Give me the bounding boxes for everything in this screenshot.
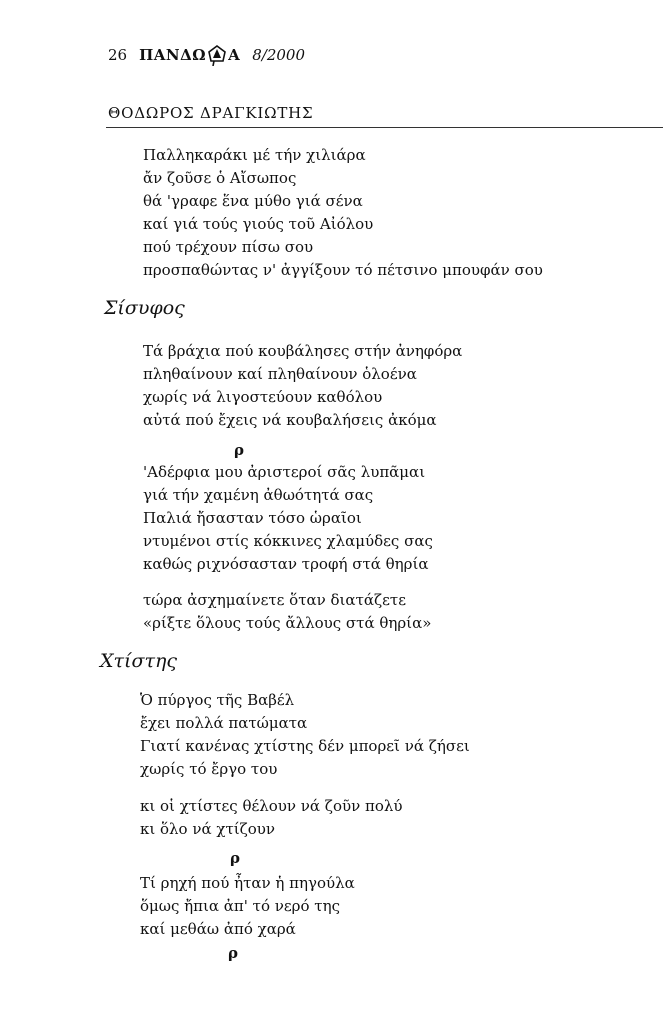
verse-line: θά 'γραφε ἕνα μύθο γιά σένα xyxy=(143,192,363,210)
magazine-logo xyxy=(139,44,240,66)
poem-title-sisyfos: Σίσυφος xyxy=(104,297,185,319)
pigi-stanza xyxy=(140,872,355,941)
xtistis-stanza-2 xyxy=(140,795,403,841)
section-ornament: ρ xyxy=(234,441,244,459)
verse-line: 'Αδέρφια μου ἀριστεροί σᾶς λυπᾶμαι xyxy=(143,463,426,481)
verse-line: Τί ρηχή πού ἦταν ἡ πηγούλα xyxy=(140,874,355,892)
verse-line: ὅμως ἤπια ἀπ' τό νερό της xyxy=(140,897,340,915)
verse-line: καί μεθάω ἀπό χαρά xyxy=(140,920,296,938)
verse-line: κι οἱ χτίστες θέλουν νά ζοῦν πολύ xyxy=(140,797,403,815)
page-header xyxy=(108,44,305,66)
verse-line: καθώς ριχνόσασταν τροφή στά θηρία xyxy=(143,555,429,573)
aderfia-stanza-1 xyxy=(143,461,433,576)
verse-line: χωρίς τό ἔργο του xyxy=(140,760,278,778)
aderfia-stanza-2 xyxy=(143,589,431,635)
verse-line: προσπαθώντας ν' ἀγγίξουν τό πέτσινο μπουφάν σου xyxy=(143,261,543,279)
verse-line: κι ὅλο νά χτίζουν xyxy=(140,820,276,838)
verse-line: Τά βράχια πού κουβάλησες στήν ἀνηφόρα xyxy=(143,342,463,360)
verse-line: Ὁ πύργος τῆς Βαβέλ xyxy=(140,691,295,709)
section-ornament: ρ xyxy=(230,849,240,867)
sisyfos-stanza xyxy=(143,340,462,432)
author-name: ΘΟΔΩΡΟΣ ΔΡΑΓΚΙΩΤΗΣ xyxy=(108,104,314,122)
magazine-name-left: ΠΑΝΔΩ xyxy=(139,46,207,64)
verse-line: «ρίξτε ὅλους τούς ἄλλους στά θηρία» xyxy=(143,614,432,632)
pandora-logo-icon xyxy=(207,44,227,66)
verse-line: τώρα ἀσχημαίνετε ὅταν διατάζετε xyxy=(143,591,406,609)
issue-number: 8/2000 xyxy=(252,46,306,64)
verse-line: καί γιά τούς γιούς τοῦ Αἰόλου xyxy=(143,215,374,233)
verse-line: πληθαίνουν καί πληθαίνουν ὁλοένα xyxy=(143,365,417,383)
xtistis-stanza-1 xyxy=(140,689,470,781)
verse-line: ἄν ζοῦσε ὁ Αἴσωπος xyxy=(143,169,297,187)
verse-line: Παλιά ἤσασταν τόσο ὡραῖοι xyxy=(143,509,362,527)
poem-title-xtistis: Χτίστης xyxy=(100,650,177,672)
verse-line: αὐτά πού ἔχεις νά κουβαλήσεις ἀκόμα xyxy=(143,411,437,429)
verse-line: γιά τήν χαμένη ἀθωότητά σας xyxy=(143,486,374,504)
page-number: 26 xyxy=(108,46,128,64)
magazine-name-right: Α xyxy=(228,46,241,64)
intro-stanza xyxy=(143,144,543,282)
verse-line: πού τρέχουν πίσω σου xyxy=(143,238,314,256)
section-ornament: ρ xyxy=(228,944,238,962)
verse-line: ἔχει πολλά πατώματα xyxy=(140,714,308,732)
verse-line: ντυμένοι στίς κόκκινες χλαμύδες σας xyxy=(143,532,433,550)
verse-line: Παλληκαράκι μέ τήν χιλιάρα xyxy=(143,146,366,164)
verse-line: χωρίς νά λιγοστεύουν καθόλου xyxy=(143,388,383,406)
verse-line: Γιατί κανένας χτίστης δέν μπορεῖ νά ζήσει xyxy=(140,737,470,755)
header-rule xyxy=(106,127,663,128)
